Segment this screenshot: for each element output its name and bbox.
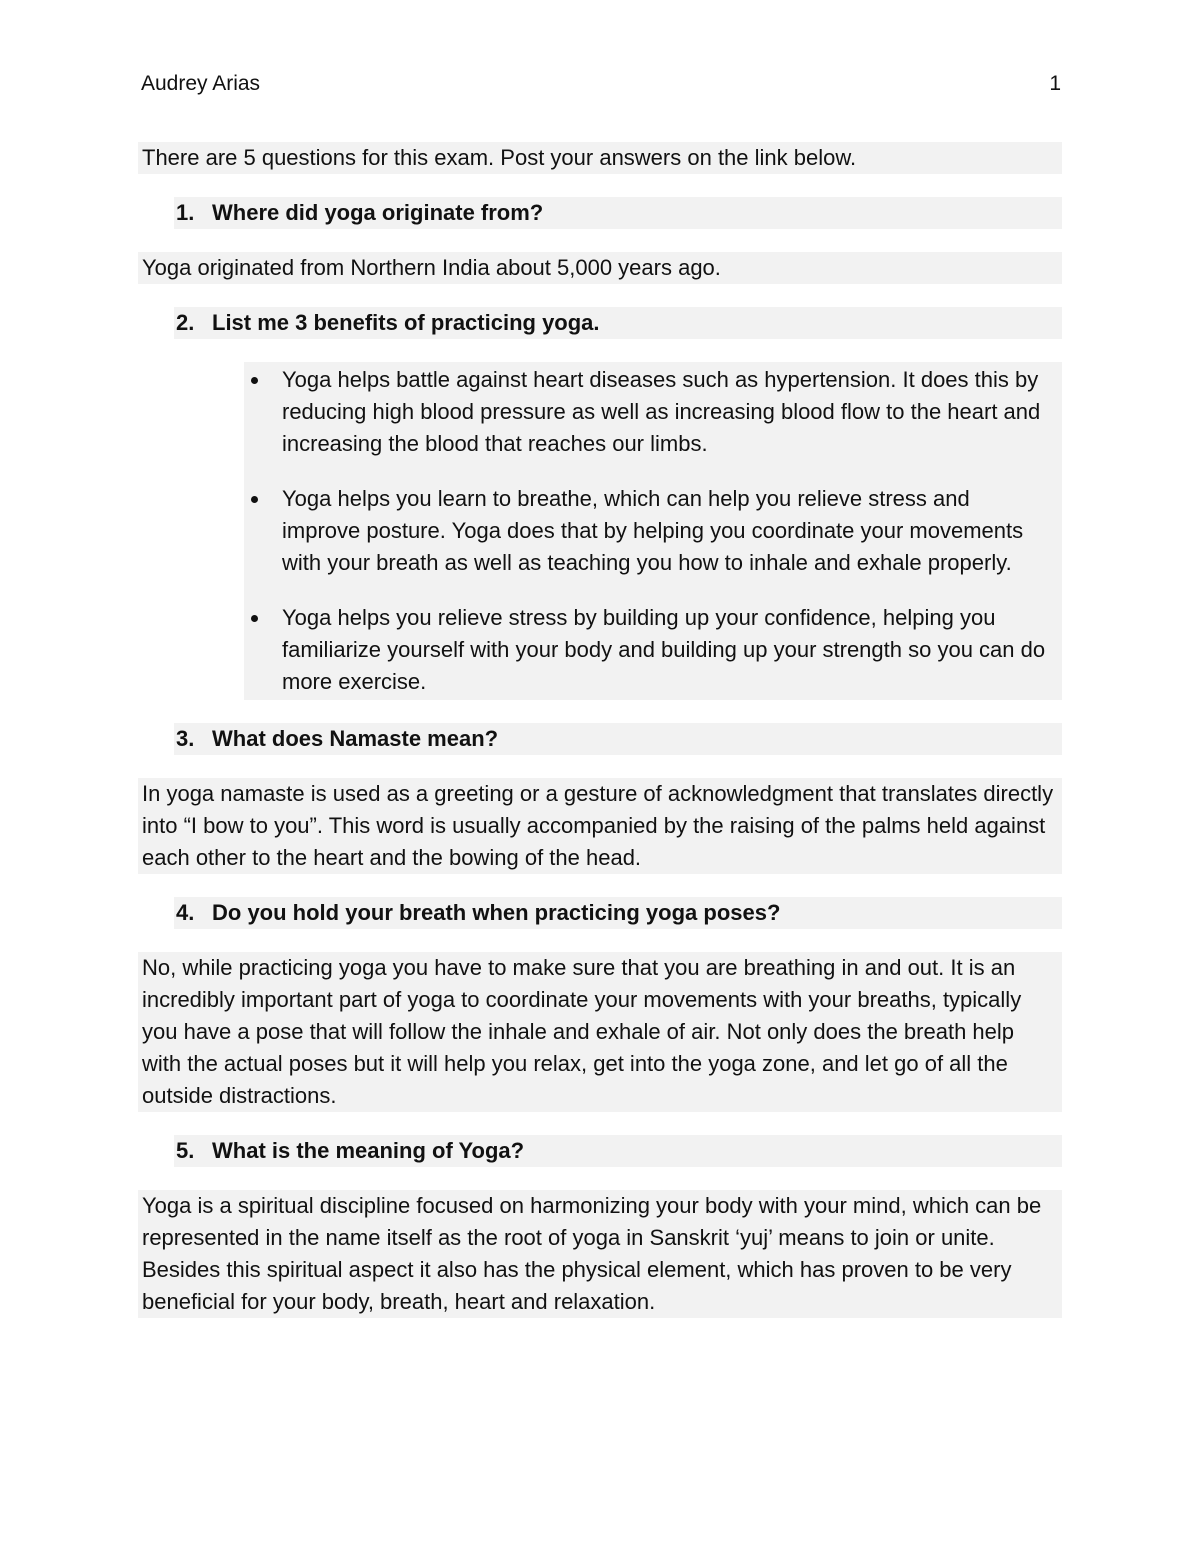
bullet-icon (244, 364, 282, 460)
list-item (244, 483, 1052, 579)
question-number: 4. (176, 900, 195, 925)
exam-intro: There are 5 questions for this exam. Post your answers on the link below. (138, 142, 1062, 174)
answer-3: In yoga namaste is used as a greeting or a gesture of acknowledgment that translates directly into “I bow to you”. This word is usually accompanied by the raising of the palms held against each other to the heart and the bowing of the head. (138, 778, 1062, 874)
document-body (138, 142, 1062, 1341)
question-1 (174, 197, 1062, 229)
answer-1: Yoga originated from Northern India about 5,000 years ago. (138, 252, 1062, 284)
question-4 (174, 897, 1062, 929)
question-number: 3. (176, 726, 195, 751)
list-item (244, 602, 1052, 698)
bullet-icon (244, 602, 282, 698)
question-number: 5. (176, 1138, 195, 1163)
question-text: What is the meaning of Yoga? (212, 1138, 525, 1163)
answer-4: No, while practicing yoga you have to make sure that you are breathing in and out. It is an incredibly important part of yoga to coordinate your movements with your breaths, typically you have a pose that will follow the inhale and exhale of air. Not only does the breath help with the actual poses but it will help you relax, get into the yoga zone, and let go of all the outside distractions. (138, 952, 1062, 1112)
question-text: Where did yoga originate from? (212, 200, 544, 225)
list-item-text: Yoga helps you learn to breathe, which can help you relieve stress and improve posture. Yoga does that by helping you coordinate your movements with your breath as well as teaching you how to inhale and exhale properly. (282, 486, 1024, 575)
answer-5: Yoga is a spiritual discipline focused on harmonizing your body with your mind, which can be represented in the name itself as the root of yoga in Sanskrit ‘yuj’ means to join or unite. Besides this spiritual aspect it also has the physical element, which has proven to be very beneficial for your body, breath, heart and relaxation. (138, 1190, 1062, 1318)
page-number: 1 (1049, 72, 1061, 95)
question-3 (174, 723, 1062, 755)
list-item-text: Yoga helps you relieve stress by building up your confidence, helping you familiarize yourself with your body and building up your strength so you can do more exercise. (282, 605, 1046, 694)
question-5 (174, 1135, 1062, 1167)
question-number: 2. (176, 310, 195, 335)
question-number: 1. (176, 200, 195, 225)
list-item (244, 364, 1052, 460)
question-text: List me 3 benefits of practicing yoga. (212, 310, 600, 335)
bullet-icon (244, 483, 282, 579)
list-item-text: Yoga helps battle against heart diseases such as hypertension. It does this by reducing high blood pressure as well as increasing blood flow to the heart and increasing the blood that reaches our limbs. (282, 367, 1041, 456)
page-header (141, 72, 1061, 102)
author-name: Audrey Arias (141, 72, 261, 95)
question-text: Do you hold your breath when practicing yoga poses? (212, 900, 781, 925)
question-2 (174, 307, 1062, 339)
question-text: What does Namaste mean? (212, 726, 499, 751)
benefits-list (244, 362, 1062, 700)
